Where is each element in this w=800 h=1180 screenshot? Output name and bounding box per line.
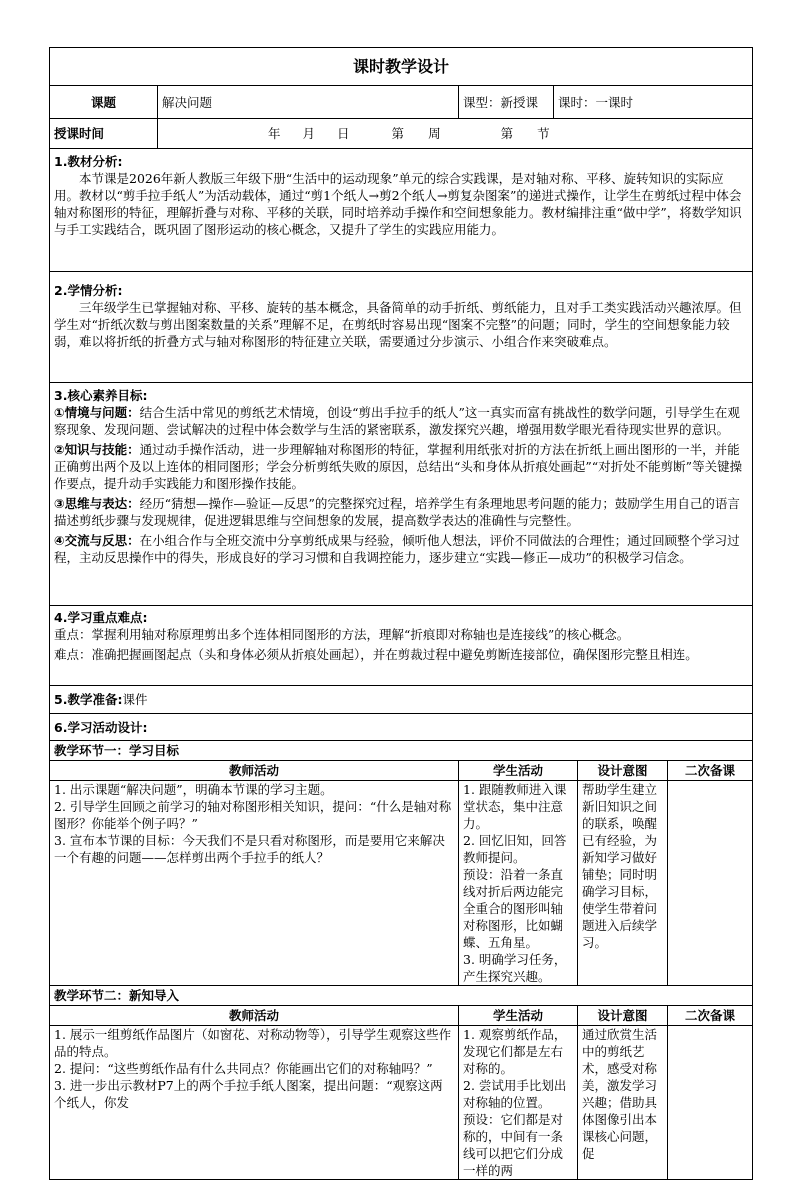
col-design-intent: 设计意图: [578, 1006, 668, 1026]
goal-label: ①情境与问题：: [54, 405, 140, 420]
student-step: 预设：它们都是对称的，中间有一条线可以把它们分成一样的两: [463, 1112, 564, 1178]
teacher-step: 1. 展示一组剪纸作品图片（如窗花、对称动物等），引导学生观察这些作品的特点。: [54, 1027, 452, 1059]
stage-two-teacher-cell: [50, 1026, 459, 1180]
key-points-heading: 4.学习重点难点:: [54, 610, 148, 625]
time-period-prefix: 第: [500, 126, 514, 141]
material-analysis-heading: 1.教材分析:: [54, 154, 123, 169]
learner-analysis-text: 三年级学生已掌握轴对称、平移、旋转的基本概念，具备简单的动手折纸、剪纸能力，且对手工类实践活动兴趣浓厚。但学生对“折纸次数与剪出图案数量的关系”理解不足，在剪纸时容易出现“图案不完整”的问题；同时，学生的空间想象能力较弱，难以将折纸的折叠方式与轴对称图形的特征建立关联，需要通过分步演示、小组合作来突破难点。: [54, 300, 742, 349]
lesson-period: 课时：一课时: [554, 86, 753, 119]
student-step: 预设：沿着一条直线对折后两边能完全重合的图形叫轴对称图形，比如蝴蝶、五角星。: [463, 867, 564, 950]
col-teacher-activity: 教师活动: [50, 761, 459, 781]
time-year: 年: [268, 126, 281, 141]
teacher-step: 3. 宣布本节课的目标：今天我们不是只看对称图形，而是要用它来解决一个有趣的问题——怎样剪出两个手拉手的纸人？: [54, 833, 445, 865]
goal-item: [54, 532, 748, 566]
stage-one-title: 教学环节一：学习目标: [50, 741, 753, 761]
stage-two-second-prep-cell: [668, 1026, 753, 1180]
goal-text: 在小组合作与全班交流中分享剪纸成果与经验，倾听他人想法，评价不同做法的合理性；通过回顾整个学习过程，主动反思操作中的得失，形成良好的学习习惯和自我调控能力，逐步建立“实践—修正—成功”的积极学习信念。: [54, 533, 740, 565]
time-month: 月: [302, 126, 316, 141]
stage-one-student-cell: [459, 781, 578, 986]
material-analysis-section: [50, 149, 753, 272]
doc-title: 课时教学设计: [50, 48, 753, 86]
core-goals-section: [50, 383, 753, 606]
time-week: 周: [428, 126, 441, 141]
col-teacher-activity: 教师活动: [50, 1006, 459, 1026]
goal-item: [54, 441, 748, 492]
key-points-section: [50, 606, 753, 686]
goal-text: 通过动手操作活动，进一步理解轴对称图形的特征，掌握利用纸张对折的方法在折纸上画出图形的一半，并能正确剪出两个及以上连体的相同图形；学会分析剪纸失败的原因，总结出“头和身体从折痕处画起”“对折处不能剪断”等关键操作要点，提升动手实践能力和图形操作技能。: [54, 442, 743, 491]
teacher-step: 2. 提问：“这些剪纸作品有什么共同点？你能画出它们的对称轴吗？”: [54, 1061, 433, 1076]
student-step: 3. 明确学习任务，产生探究兴趣。: [463, 952, 567, 984]
col-student-activity: 学生活动: [459, 1006, 578, 1026]
time-day: 日: [337, 126, 350, 141]
topic-value: 解决问题: [158, 86, 459, 119]
goal-item: [54, 404, 748, 438]
prep-heading: 5.教学准备:: [54, 692, 123, 707]
lesson-plan-table: [49, 47, 753, 1180]
time-period: 节: [537, 126, 550, 141]
stage-one-teacher-cell: [50, 781, 459, 986]
goal-label: ③思维与表达：: [54, 496, 140, 511]
learner-analysis-section: [50, 272, 753, 383]
lesson-plan-page: [49, 47, 752, 1180]
prep-text: 课件: [122, 692, 148, 707]
prep-section: [50, 686, 753, 714]
key-difficulty: 难点：准确把握画图起点（头和身体必须从折痕处画起），并在剪裁过程中避免剪断连接部位，确保图形完整且相连。: [54, 647, 698, 662]
student-step: 1. 跟随教师进入课堂状态，集中注意力。: [463, 782, 567, 831]
stage-two-title: 教学环节二：新知导入: [50, 986, 753, 1006]
stage-two-student-cell: [459, 1026, 578, 1180]
teacher-step: 1. 出示课题“解决问题”，明确本节课的学习主题。: [54, 782, 333, 797]
material-analysis-text: 本节课是2026年新人教版三年级下册“生活中的运动现象”单元的综合实践课，是对轴对称、平移、旋转知识的实际应用。教材以“剪手拉手纸人”为活动载体，通过“剪1个纸人→剪2个纸人→剪复杂图案”的递进式操作，让学生在剪纸过程中体会轴对称图形的特征，理解折叠与对称、平移的关联，同时培养动手操作和空间想象能力。教材编排注重“做中学”，将数学知识与手工实践结合，既巩固了图形运动的核心概念，又提升了学生的实践应用能力。: [54, 171, 742, 237]
teach-time-fields: [158, 119, 753, 149]
goal-label: ④交流与反思：: [54, 533, 140, 548]
stage-one-second-prep-cell: [668, 781, 753, 986]
goal-text: 结合生活中常见的剪纸艺术情境，创设“剪出手拉手的纸人”这一真实而富有挑战性的数学问题，引导学生在观察现象、发现问题、尝试解决的过程中体会数学与生活的紧密联系，激发探究兴趣，增强用数学眼光看待现实世界的意识。: [54, 405, 740, 437]
col-second-prep: 二次备课: [668, 761, 753, 781]
col-second-prep: 二次备课: [668, 1006, 753, 1026]
teach-time-label: 授课时间: [50, 119, 158, 149]
teacher-step: 2. 引导学生回顾之前学习的轴对称图形相关知识，提问：“什么是轴对称图形？你能举个例子吗？”: [54, 799, 452, 831]
student-step: 2. 尝试用手比划出对称轴的位置。: [463, 1078, 567, 1110]
student-step: 2. 回忆旧知，回答教师提问。: [463, 833, 567, 865]
stage-one-intent-cell: 帮助学生建立新旧知识之间的联系，唤醒已有经验，为新知学习做好铺垫；同时明确学习目标，使学生带着问题进入后续学习。: [578, 781, 668, 986]
topic-label: 课题: [50, 86, 158, 119]
goal-item: [54, 495, 748, 529]
time-week-prefix: 第: [391, 126, 405, 141]
col-student-activity: 学生活动: [459, 761, 578, 781]
student-step: 1. 观察剪纸作品，发现它们都是左右对称的。: [463, 1027, 567, 1076]
lesson-type: 课型：新授课: [459, 86, 554, 119]
core-goals-heading: 3.核心素养目标:: [54, 388, 148, 403]
learner-analysis-heading: 2.学情分析:: [54, 283, 123, 298]
key-focus: 重点：掌握利用轴对称原理剪出多个连体相同图形的方法，理解“折痕即对称轴也是连接线”的核心概念。: [54, 627, 630, 642]
teacher-step: 3. 进一步出示教材P7上的两个手拉手纸人图案，提出问题：“观察这两个纸人，你发: [54, 1078, 443, 1110]
col-design-intent: 设计意图: [578, 761, 668, 781]
activity-design-heading: 6.学习活动设计:: [50, 714, 753, 741]
goal-text: 经历“猜想—操作—验证—反思”的完整探究过程，培养学生有条理地思考问题的能力；鼓励学生用自己的语言描述剪纸步骤与发现规律，促进逻辑思维与空间想象的发展，提高数学表达的准确性与完整性。: [54, 496, 740, 528]
stage-two-intent-cell: 通过欣赏生活中的剪纸艺术，感受对称美，激发学习兴趣；借助具体图像引出本课核心问题，促: [578, 1026, 668, 1180]
goal-label: ②知识与技能：: [54, 442, 140, 457]
